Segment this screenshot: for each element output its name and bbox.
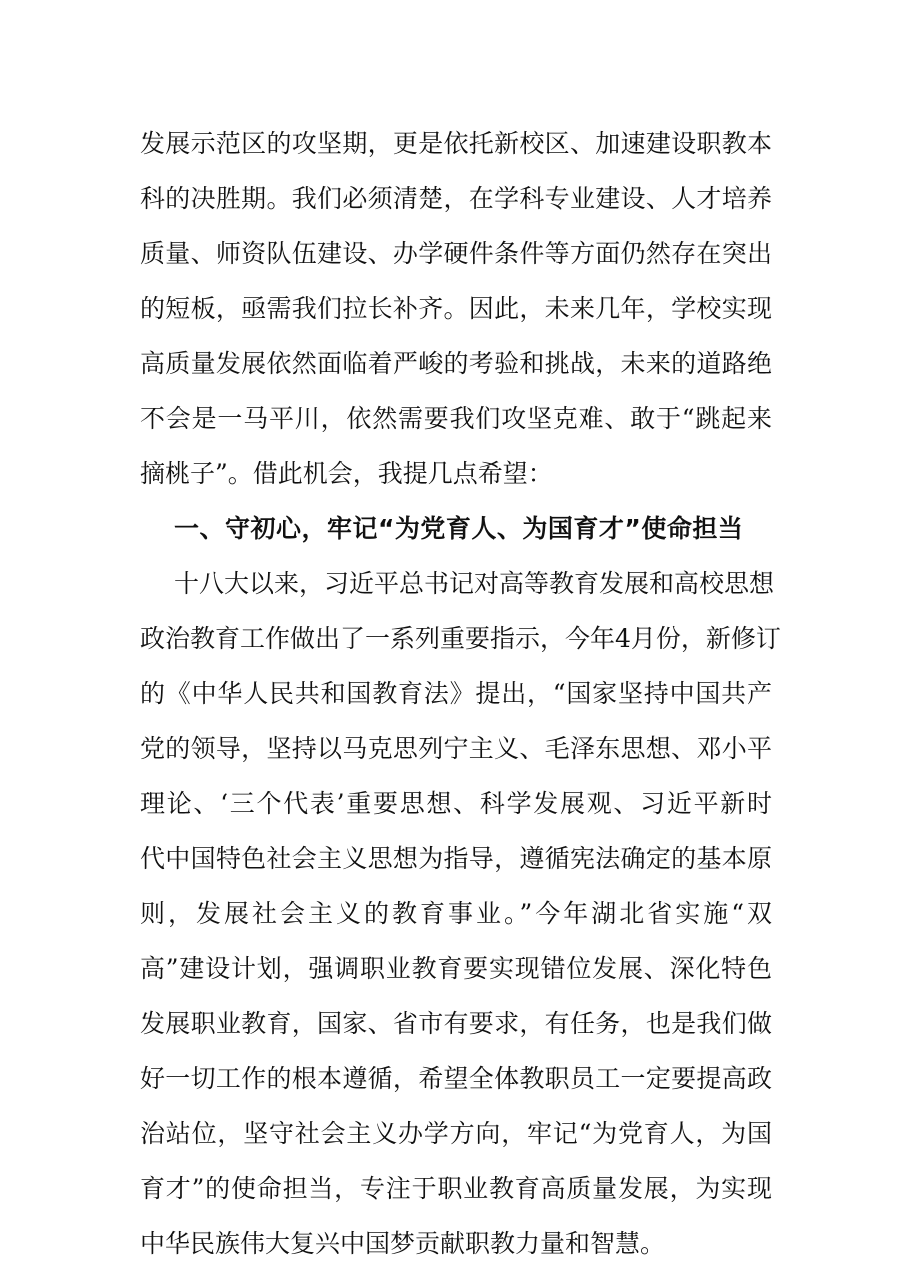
paragraph-line: 育才”的使命担当，专注于职业教育高质量发展，为实现 — [140, 1174, 772, 1203]
paragraph-line: 不会是一马平川，依然需要我们攻坚克难、敢于“跳起来 — [140, 404, 772, 433]
paragraph-line: 政治教育工作做出了一系列重要指示，今年4月份，新修订 — [140, 624, 781, 653]
section-heading: 一、守初心，牢记“为党育人、为国育才”使命担当 — [174, 514, 744, 543]
paragraph-line: 中华民族伟大复兴中国梦贡献职教力量和智慧。 — [140, 1229, 666, 1258]
paragraph-line: 的《中华人民共和国教育法》提出，“国家坚持中国共产 — [140, 679, 772, 708]
paragraph-line: 科的决胜期。我们必须清楚，在学科专业建设、人才培养 — [140, 184, 772, 213]
paragraph-line: 摘桃子”。借此机会，我提几点希望： — [140, 459, 553, 488]
paragraph-line: 好一切工作的根本遵循，希望全体教职员工一定要提高政 — [140, 1064, 772, 1093]
paragraph-line: 高”建设计划，强调职业教育要实现错位发展、深化特色 — [140, 954, 772, 983]
paragraph-line: 质量、师资队伍建设、办学硬件条件等方面仍然存在突出 — [140, 239, 772, 268]
paragraph-line: 十八大以来，习近平总书记对高等教育发展和高校思想 — [174, 569, 775, 598]
paragraph-line: 的短板，亟需我们拉长补齐。因此，未来几年，学校实现 — [140, 294, 772, 323]
paragraph-line: 发展示范区的攻坚期，更是依托新校区、加速建设职教本 — [140, 129, 772, 158]
paragraph-line: 则，发展社会主义的教育事业。”今年湖北省实施“双 — [140, 899, 772, 928]
paragraph-line: 治站位，坚守社会主义办学方向，牢记“为党育人，为国 — [140, 1119, 772, 1148]
paragraph-line: 发展职业教育，国家、省市有要求，有任务，也是我们做 — [140, 1009, 772, 1038]
paragraph-line: 高质量发展依然面临着严峻的考验和挑战，未来的道路绝 — [140, 349, 772, 378]
paragraph-line: 代中国特色社会主义思想为指导，遵循宪法确定的基本原 — [140, 844, 772, 873]
paragraph-line: 理论、‘三个代表’重要思想、科学发展观、习近平新时 — [140, 789, 772, 818]
paragraph-line: 党的领导，坚持以马克思列宁主义、毛泽东思想、邓小平 — [140, 734, 772, 763]
